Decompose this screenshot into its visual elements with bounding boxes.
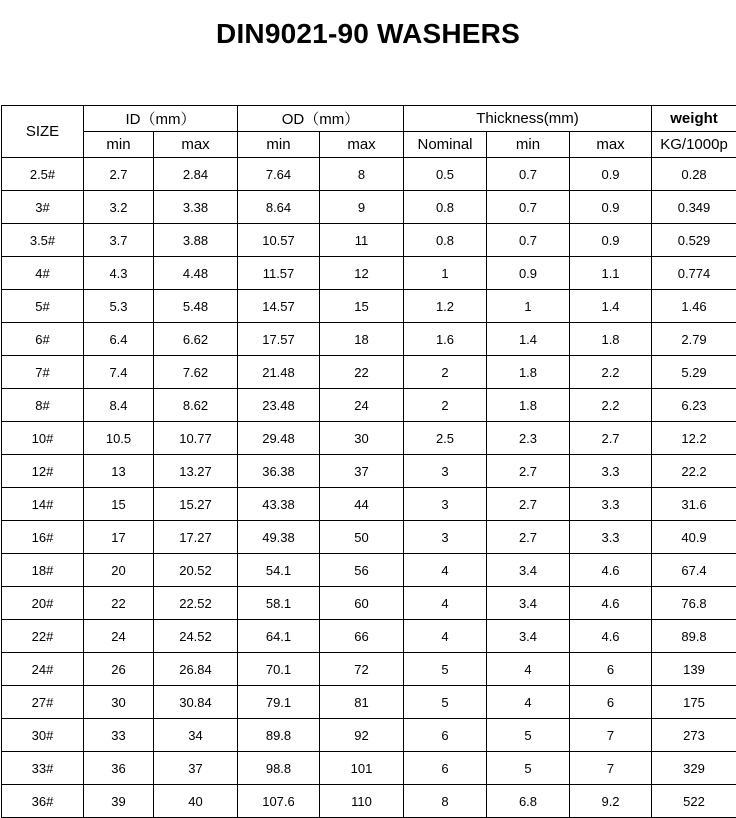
table-row (2, 290, 736, 323)
header-weight: weight (652, 106, 736, 132)
cell-od-max: 44 (320, 488, 404, 521)
cell-id-min: 20 (84, 554, 154, 587)
cell-thickness-min: 3.4 (487, 587, 570, 620)
cell-id-max: 37 (154, 752, 238, 785)
cell-thickness-min: 1.8 (487, 356, 570, 389)
cell-thickness-min: 5 (487, 719, 570, 752)
cell-thickness-nominal: 3 (404, 521, 487, 554)
table-row (2, 785, 736, 818)
cell-size: 36# (2, 785, 84, 818)
cell-weight: 40.9 (652, 521, 736, 554)
cell-id-min: 3.2 (84, 191, 154, 224)
cell-thickness-nominal: 2 (404, 356, 487, 389)
cell-size: 22# (2, 620, 84, 653)
cell-weight: 0.774 (652, 257, 736, 290)
cell-thickness-nominal: 4 (404, 620, 487, 653)
cell-thickness-max: 2.2 (570, 389, 652, 422)
subheader-thickness-nominal: Nominal (404, 132, 487, 158)
table-row (2, 620, 736, 653)
cell-thickness-min: 2.3 (487, 422, 570, 455)
cell-od-max: 60 (320, 587, 404, 620)
cell-weight: 0.349 (652, 191, 736, 224)
cell-od-min: 79.1 (238, 686, 320, 719)
cell-thickness-max: 7 (570, 752, 652, 785)
cell-thickness-max: 6 (570, 686, 652, 719)
cell-weight: 0.529 (652, 224, 736, 257)
cell-size: 5# (2, 290, 84, 323)
cell-od-max: 92 (320, 719, 404, 752)
table-row (2, 224, 736, 257)
cell-thickness-nominal: 3 (404, 455, 487, 488)
cell-thickness-nominal: 0.8 (404, 224, 487, 257)
cell-thickness-nominal: 5 (404, 686, 487, 719)
cell-weight: 2.79 (652, 323, 736, 356)
cell-od-min: 64.1 (238, 620, 320, 653)
cell-thickness-nominal: 6 (404, 752, 487, 785)
cell-thickness-max: 6 (570, 653, 652, 686)
cell-od-max: 24 (320, 389, 404, 422)
subheader-od-min: min (238, 132, 320, 158)
cell-od-max: 11 (320, 224, 404, 257)
cell-thickness-min: 0.7 (487, 224, 570, 257)
cell-od-max: 56 (320, 554, 404, 587)
cell-id-min: 4.3 (84, 257, 154, 290)
cell-od-min: 89.8 (238, 719, 320, 752)
cell-thickness-nominal: 4 (404, 587, 487, 620)
cell-od-min: 49.38 (238, 521, 320, 554)
cell-size: 7# (2, 356, 84, 389)
cell-weight: 31.6 (652, 488, 736, 521)
cell-thickness-min: 0.9 (487, 257, 570, 290)
cell-thickness-nominal: 5 (404, 653, 487, 686)
cell-id-min: 3.7 (84, 224, 154, 257)
cell-size: 14# (2, 488, 84, 521)
table-row (2, 719, 736, 752)
cell-thickness-nominal: 1 (404, 257, 487, 290)
cell-od-max: 12 (320, 257, 404, 290)
cell-size: 12# (2, 455, 84, 488)
cell-od-min: 36.38 (238, 455, 320, 488)
cell-weight: 273 (652, 719, 736, 752)
washer-spec-table (1, 105, 736, 818)
cell-id-max: 13.27 (154, 455, 238, 488)
cell-size: 3.5# (2, 224, 84, 257)
cell-thickness-min: 6.8 (487, 785, 570, 818)
cell-thickness-min: 0.7 (487, 158, 570, 191)
cell-id-max: 4.48 (154, 257, 238, 290)
cell-thickness-max: 1.8 (570, 323, 652, 356)
cell-thickness-nominal: 1.6 (404, 323, 487, 356)
subheader-weight-unit: KG/1000p (652, 132, 736, 158)
cell-id-min: 15 (84, 488, 154, 521)
subheader-thickness-max: max (570, 132, 652, 158)
cell-thickness-min: 0.7 (487, 191, 570, 224)
table-row (2, 653, 736, 686)
cell-od-min: 11.57 (238, 257, 320, 290)
cell-od-min: 8.64 (238, 191, 320, 224)
cell-id-max: 20.52 (154, 554, 238, 587)
cell-size: 20# (2, 587, 84, 620)
cell-weight: 12.2 (652, 422, 736, 455)
cell-thickness-max: 0.9 (570, 191, 652, 224)
cell-id-max: 5.48 (154, 290, 238, 323)
cell-id-max: 2.84 (154, 158, 238, 191)
header-size: SIZE (2, 106, 84, 158)
cell-size: 3# (2, 191, 84, 224)
cell-id-min: 39 (84, 785, 154, 818)
cell-thickness-nominal: 6 (404, 719, 487, 752)
cell-id-max: 15.27 (154, 488, 238, 521)
cell-id-max: 34 (154, 719, 238, 752)
table-row (2, 191, 736, 224)
cell-size: 30# (2, 719, 84, 752)
cell-size: 2.5# (2, 158, 84, 191)
cell-thickness-min: 1.4 (487, 323, 570, 356)
cell-thickness-max: 0.9 (570, 224, 652, 257)
subheader-od-max: max (320, 132, 404, 158)
cell-size: 33# (2, 752, 84, 785)
cell-od-max: 8 (320, 158, 404, 191)
table-row (2, 488, 736, 521)
cell-weight: 175 (652, 686, 736, 719)
cell-od-max: 101 (320, 752, 404, 785)
cell-od-max: 30 (320, 422, 404, 455)
table-row (2, 521, 736, 554)
cell-id-max: 8.62 (154, 389, 238, 422)
cell-size: 4# (2, 257, 84, 290)
cell-weight: 139 (652, 653, 736, 686)
cell-thickness-nominal: 0.5 (404, 158, 487, 191)
header-od: OD（mm） (238, 106, 404, 132)
cell-size: 24# (2, 653, 84, 686)
subheader-thickness-min: min (487, 132, 570, 158)
cell-thickness-nominal: 2 (404, 389, 487, 422)
cell-thickness-max: 2.7 (570, 422, 652, 455)
cell-id-max: 3.88 (154, 224, 238, 257)
cell-id-min: 22 (84, 587, 154, 620)
cell-thickness-nominal: 3 (404, 488, 487, 521)
table-row (2, 257, 736, 290)
cell-weight: 0.28 (652, 158, 736, 191)
cell-od-max: 9 (320, 191, 404, 224)
cell-od-min: 23.48 (238, 389, 320, 422)
cell-id-min: 33 (84, 719, 154, 752)
cell-od-min: 54.1 (238, 554, 320, 587)
cell-id-max: 30.84 (154, 686, 238, 719)
page-title: DIN9021-90 WASHERS (216, 18, 520, 49)
cell-size: 18# (2, 554, 84, 587)
cell-size: 27# (2, 686, 84, 719)
cell-thickness-nominal: 4 (404, 554, 487, 587)
header-thickness: Thickness(mm) (404, 106, 652, 132)
cell-weight: 522 (652, 785, 736, 818)
cell-thickness-min: 1.8 (487, 389, 570, 422)
cell-od-max: 66 (320, 620, 404, 653)
cell-thickness-nominal: 1.2 (404, 290, 487, 323)
cell-thickness-nominal: 0.8 (404, 191, 487, 224)
table-row (2, 356, 736, 389)
cell-thickness-nominal: 2.5 (404, 422, 487, 455)
cell-od-min: 98.8 (238, 752, 320, 785)
table-row (2, 422, 736, 455)
table-row (2, 158, 736, 191)
cell-id-min: 26 (84, 653, 154, 686)
cell-id-min: 7.4 (84, 356, 154, 389)
cell-thickness-min: 1 (487, 290, 570, 323)
cell-id-min: 13 (84, 455, 154, 488)
cell-od-min: 29.48 (238, 422, 320, 455)
cell-thickness-max: 1.4 (570, 290, 652, 323)
cell-id-max: 40 (154, 785, 238, 818)
table-row (2, 686, 736, 719)
cell-weight: 67.4 (652, 554, 736, 587)
cell-thickness-min: 2.7 (487, 455, 570, 488)
cell-thickness-min: 4 (487, 686, 570, 719)
cell-od-min: 17.57 (238, 323, 320, 356)
cell-id-min: 2.7 (84, 158, 154, 191)
cell-weight: 22.2 (652, 455, 736, 488)
cell-id-min: 30 (84, 686, 154, 719)
header-id: ID（mm） (84, 106, 238, 132)
cell-thickness-max: 3.3 (570, 455, 652, 488)
cell-id-min: 24 (84, 620, 154, 653)
cell-thickness-max: 7 (570, 719, 652, 752)
cell-weight: 76.8 (652, 587, 736, 620)
cell-size: 10# (2, 422, 84, 455)
cell-od-max: 15 (320, 290, 404, 323)
table-row (2, 455, 736, 488)
table-row (2, 323, 736, 356)
cell-thickness-max: 0.9 (570, 158, 652, 191)
cell-thickness-nominal: 8 (404, 785, 487, 818)
cell-id-min: 17 (84, 521, 154, 554)
cell-size: 8# (2, 389, 84, 422)
cell-weight: 1.46 (652, 290, 736, 323)
cell-size: 6# (2, 323, 84, 356)
cell-thickness-max: 4.6 (570, 554, 652, 587)
cell-od-max: 72 (320, 653, 404, 686)
table-body (2, 158, 736, 818)
cell-od-max: 50 (320, 521, 404, 554)
subheader-id-min: min (84, 132, 154, 158)
cell-thickness-max: 3.3 (570, 488, 652, 521)
cell-thickness-min: 3.4 (487, 554, 570, 587)
cell-od-min: 7.64 (238, 158, 320, 191)
cell-thickness-min: 5 (487, 752, 570, 785)
cell-thickness-min: 2.7 (487, 521, 570, 554)
table-row (2, 587, 736, 620)
cell-od-min: 43.38 (238, 488, 320, 521)
cell-thickness-min: 4 (487, 653, 570, 686)
cell-id-min: 36 (84, 752, 154, 785)
cell-od-min: 10.57 (238, 224, 320, 257)
cell-od-min: 58.1 (238, 587, 320, 620)
cell-size: 16# (2, 521, 84, 554)
cell-id-max: 10.77 (154, 422, 238, 455)
cell-thickness-max: 4.6 (570, 587, 652, 620)
cell-od-max: 37 (320, 455, 404, 488)
cell-od-min: 70.1 (238, 653, 320, 686)
cell-id-min: 10.5 (84, 422, 154, 455)
cell-thickness-max: 1.1 (570, 257, 652, 290)
cell-thickness-max: 4.6 (570, 620, 652, 653)
cell-od-min: 21.48 (238, 356, 320, 389)
cell-od-max: 18 (320, 323, 404, 356)
cell-thickness-max: 3.3 (570, 521, 652, 554)
cell-weight: 89.8 (652, 620, 736, 653)
cell-od-min: 107.6 (238, 785, 320, 818)
cell-weight: 329 (652, 752, 736, 785)
cell-id-max: 26.84 (154, 653, 238, 686)
cell-id-max: 17.27 (154, 521, 238, 554)
cell-id-max: 7.62 (154, 356, 238, 389)
cell-id-min: 6.4 (84, 323, 154, 356)
cell-od-max: 22 (320, 356, 404, 389)
table-row (2, 389, 736, 422)
subheader-id-max: max (154, 132, 238, 158)
cell-thickness-min: 3.4 (487, 620, 570, 653)
cell-id-max: 6.62 (154, 323, 238, 356)
cell-id-min: 5.3 (84, 290, 154, 323)
cell-thickness-max: 9.2 (570, 785, 652, 818)
cell-weight: 6.23 (652, 389, 736, 422)
table-row (2, 554, 736, 587)
cell-od-min: 14.57 (238, 290, 320, 323)
cell-od-max: 110 (320, 785, 404, 818)
cell-id-max: 3.38 (154, 191, 238, 224)
cell-id-max: 22.52 (154, 587, 238, 620)
cell-thickness-min: 2.7 (487, 488, 570, 521)
cell-thickness-max: 2.2 (570, 356, 652, 389)
cell-weight: 5.29 (652, 356, 736, 389)
cell-od-max: 81 (320, 686, 404, 719)
cell-id-max: 24.52 (154, 620, 238, 653)
cell-id-min: 8.4 (84, 389, 154, 422)
table-row (2, 752, 736, 785)
